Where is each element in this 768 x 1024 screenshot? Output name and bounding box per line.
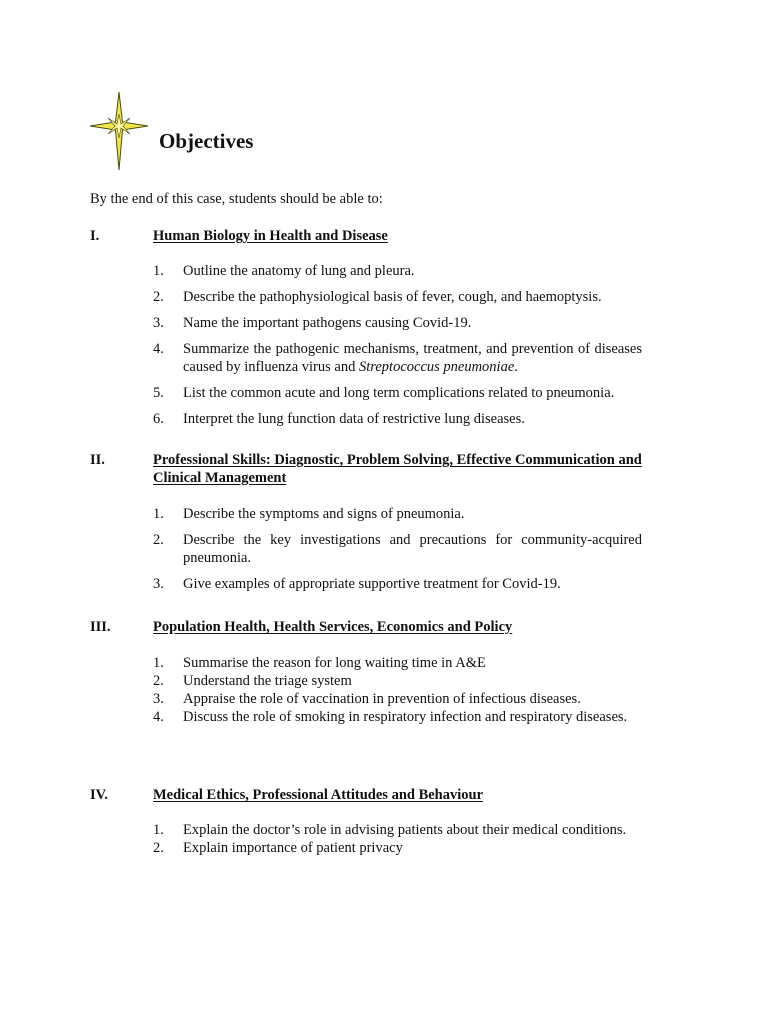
list-item	[153, 384, 642, 402]
list-item	[153, 821, 642, 839]
item-number: 2.	[153, 840, 164, 856]
section-population-health	[90, 618, 642, 726]
section-title: Human Biology in Health and Disease	[153, 228, 388, 244]
intro-text: By the end of this case, students should be able to:	[90, 191, 383, 207]
item-number: 2.	[153, 673, 164, 689]
item-text: Name the important pathogens causing Covid-19.	[183, 315, 472, 331]
item-number: 2.	[153, 532, 164, 548]
item-text: Outline the anatomy of lung and pleura.	[183, 263, 415, 279]
list-item	[153, 531, 642, 567]
list-item	[153, 314, 642, 332]
section-title: Medical Ethics, Professional Attitudes and Behaviour	[153, 787, 484, 803]
section-human-biology	[90, 227, 642, 436]
list-item	[153, 410, 642, 428]
item-number: 3.	[153, 576, 164, 592]
list-item	[153, 672, 642, 690]
item-number: 1.	[153, 655, 164, 671]
item-number: 5.	[153, 385, 164, 401]
item-number: 2.	[153, 289, 164, 305]
item-number: 1.	[153, 506, 164, 522]
section-title: Population Health, Health Services, Economics and Policy	[153, 619, 513, 635]
list-item	[153, 505, 642, 523]
item-text	[183, 340, 642, 376]
item-text-main: Summarize the pathogenic mechanisms, treatment, and prevention of diseases caused by influenza virus and	[183, 341, 642, 375]
item-text: Describe the pathophysiological basis of fever, cough, and haemoptysis.	[183, 289, 602, 305]
four-point-star-icon	[90, 92, 148, 170]
list-item	[153, 575, 642, 593]
item-number: 6.	[153, 411, 164, 427]
item-text: Interpret the lung function data of restrictive lung diseases.	[183, 411, 525, 427]
item-number: 1.	[153, 263, 164, 279]
list-item	[153, 708, 642, 726]
item-number: 3.	[153, 315, 164, 331]
list-item	[153, 340, 642, 376]
section-medical-ethics	[90, 786, 642, 857]
item-text-italic: Streptococcus pneumoniae	[358, 359, 515, 375]
item-text: Discuss the role of smoking in respiratory infection and respiratory diseases.	[183, 709, 628, 725]
item-text: Describe the key investigations and precautions for community-acquired pneumonia.	[183, 532, 642, 566]
section-professional-skills	[90, 451, 642, 601]
item-text-end: .	[514, 359, 518, 375]
section-numeral: III.	[90, 619, 111, 635]
list-item	[153, 654, 642, 672]
section-numeral: I.	[90, 228, 100, 244]
item-text: Summarise the reason for long waiting time in A&E	[183, 655, 486, 671]
item-text: List the common acute and long term complications related to pneumonia.	[183, 385, 615, 401]
item-text: Understand the triage system	[183, 673, 352, 689]
list-item	[153, 839, 642, 857]
item-text: Appraise the role of vaccination in prevention of infectious diseases.	[183, 691, 581, 707]
item-number: 4.	[153, 341, 164, 357]
section-title: Professional Skills: Diagnostic, Problem Solving, Effective Communication and Clinical Management	[153, 452, 642, 486]
item-text: Explain importance of patient privacy	[183, 840, 403, 856]
item-number: 3.	[153, 691, 164, 707]
item-text: Explain the doctor’s role in advising patients about their medical conditions.	[183, 822, 627, 838]
section-numeral: II.	[90, 452, 105, 468]
item-number: 1.	[153, 822, 164, 838]
section-numeral: IV.	[90, 787, 108, 803]
item-text: Give examples of appropriate supportive treatment for Covid-19.	[183, 576, 561, 592]
page-title: Objectives	[159, 129, 254, 153]
list-item	[153, 690, 642, 708]
item-number: 4.	[153, 709, 164, 725]
list-item	[153, 288, 642, 306]
item-text: Describe the symptoms and signs of pneumonia.	[183, 506, 465, 522]
list-item	[153, 262, 642, 280]
